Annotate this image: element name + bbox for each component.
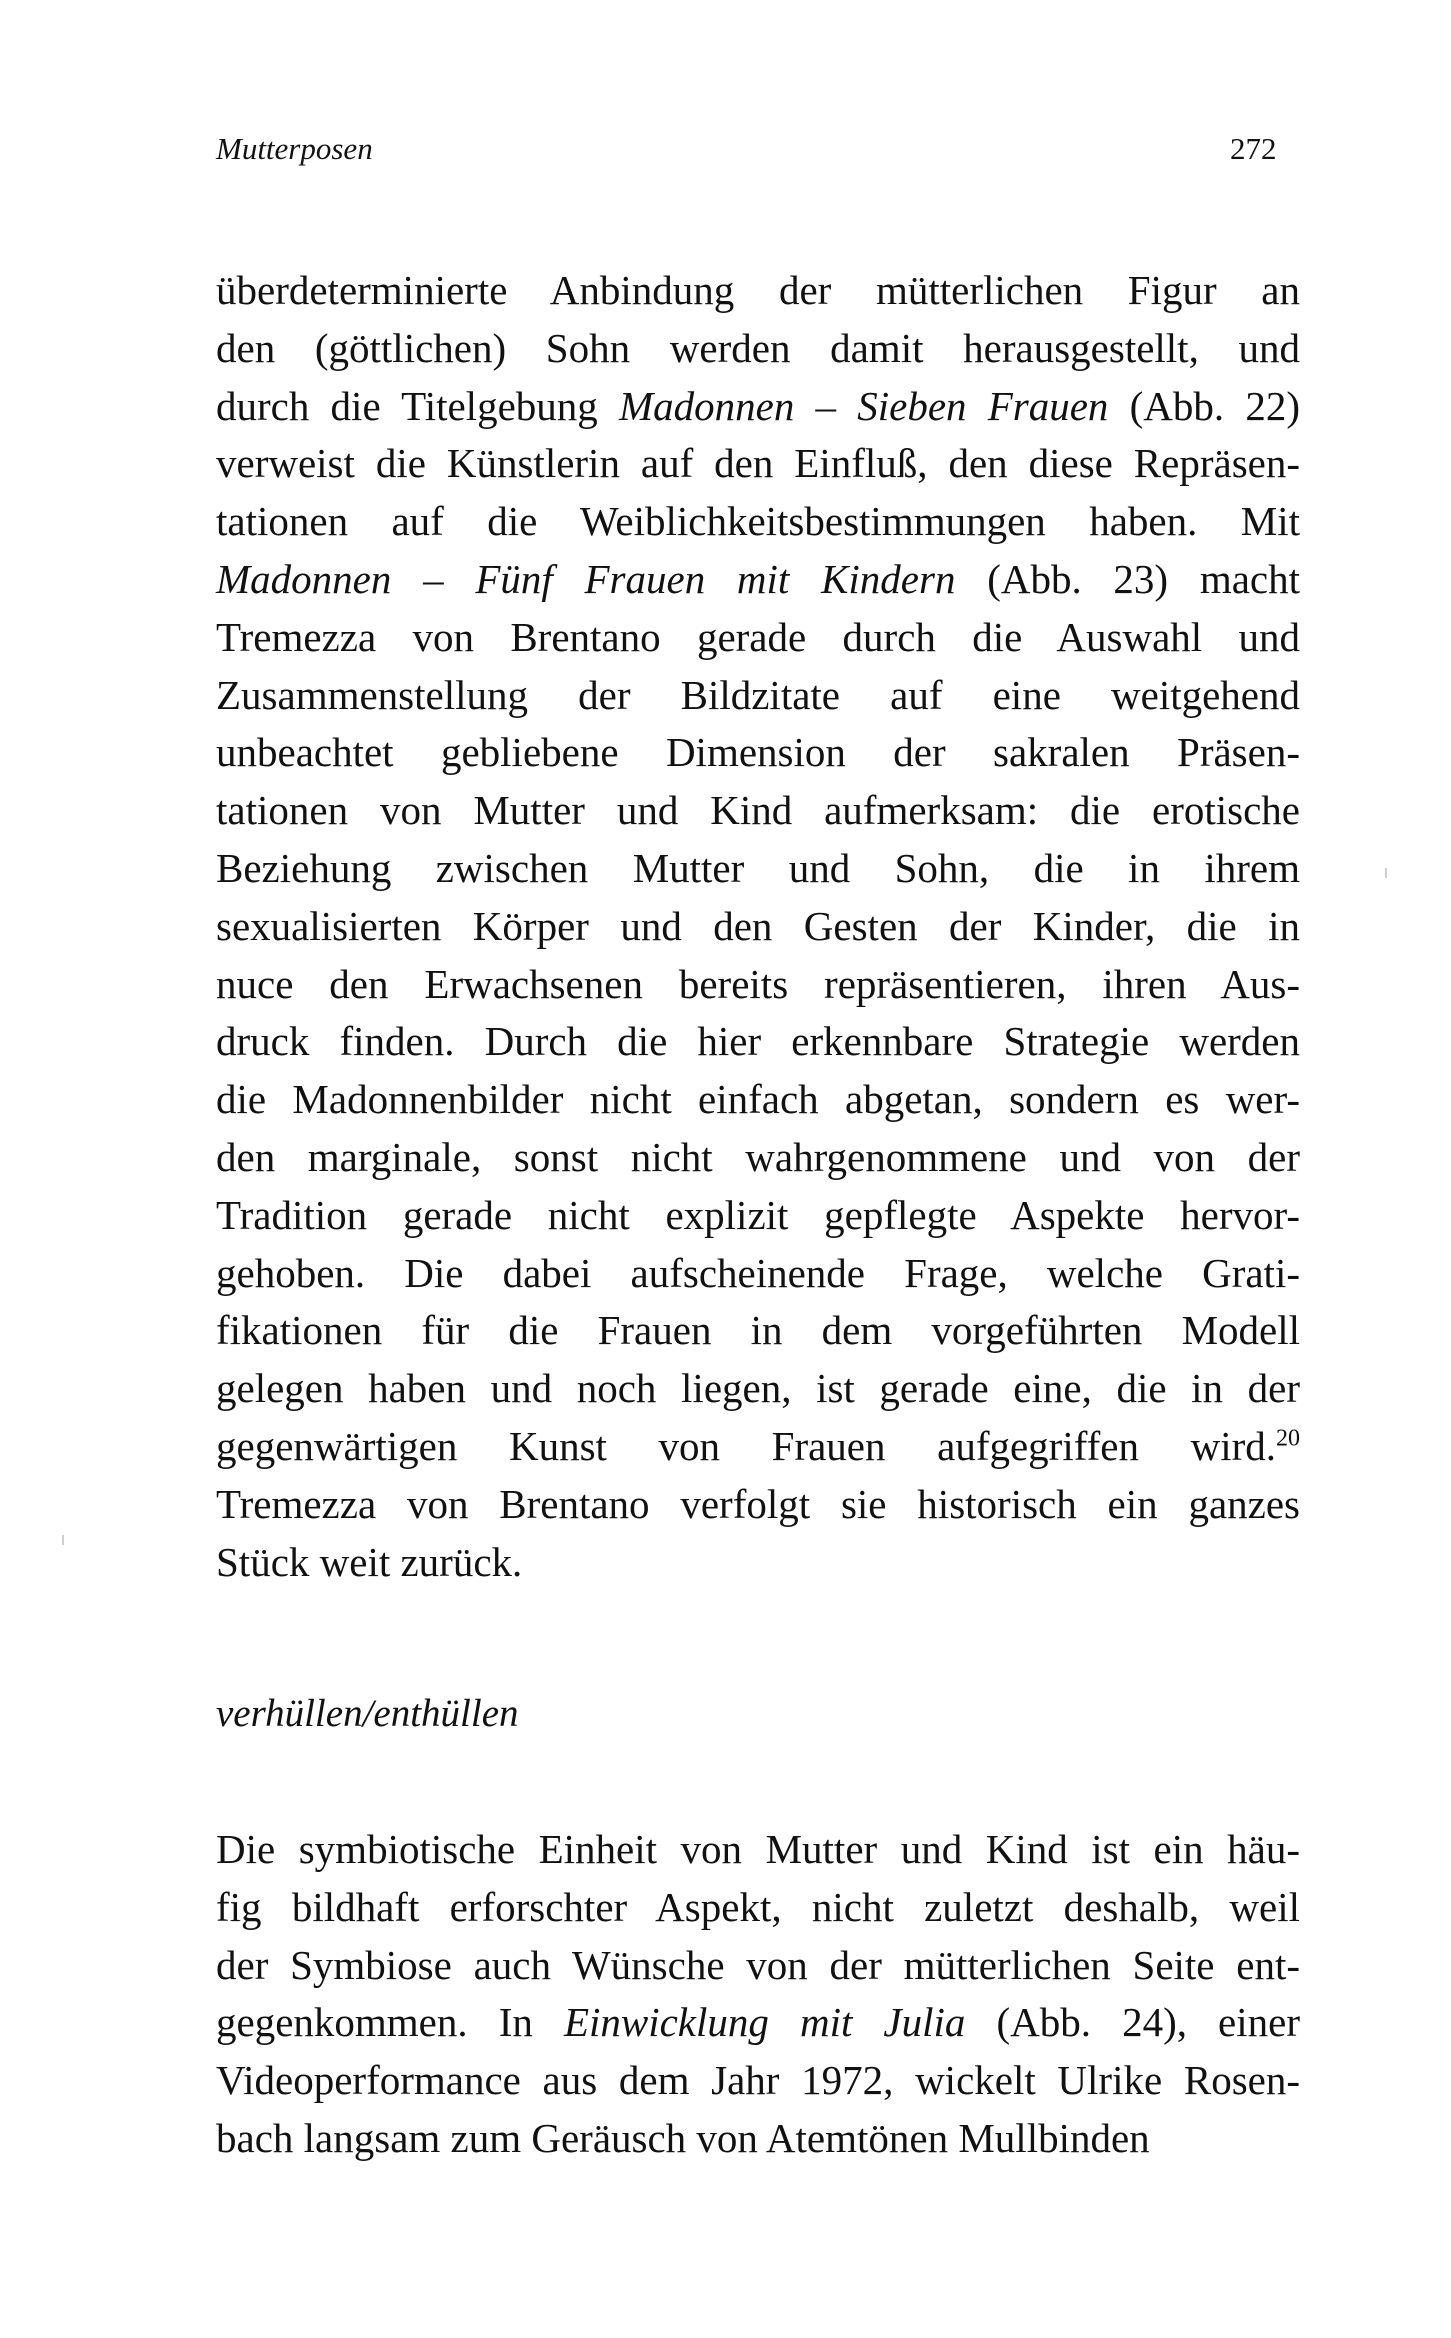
margin-mark [62,1535,64,1545]
text-segment: überdeterminierte Anbindung der mütterlichen Figur an [216,267,1300,313]
text-segment: tationen von Mutter und Kind aufmerksam: die erotische [216,787,1300,834]
text-segment: Tradition gerade nicht explizit gepflegte Aspekte hervor- [216,1191,1300,1238]
text-line [216,1013,1300,1071]
text-line [216,1534,1300,1592]
text-segment: fig bildhaft erforschter Aspekt, nicht zuletzt deshalb, weil [216,1883,1300,1930]
text-segment: Zusammenstellung der Bildzitate auf eine weitgehend [216,671,1300,718]
text-line [216,1187,1300,1245]
text-segment: nuce den Erwachsenen bereits repräsentieren, ihren Aus- [216,960,1300,1007]
text-segment: die Madonnenbilder nicht einfach abgetan, sondern es wer- [216,1076,1300,1123]
section-heading: verhüllen/enthüllen [216,1692,519,1735]
text-line [216,1245,1300,1303]
italic-title: Madonnen – Fünf Frauen mit Kindern [216,555,956,602]
text-line [216,1937,1300,1995]
text-line [216,898,1300,956]
text-line [216,320,1300,378]
italic-title: Einwicklung mit Julia [563,1999,966,2046]
text-segment: Tremezza von Brentano gerade durch die Auswahl und [216,613,1300,660]
text-line [216,551,1300,609]
text-segment: verweist die Künstlerin auf den Einfluß, den diese Repräsen- [216,440,1300,487]
running-title: Mutterposen [216,131,373,166]
text-segment: (Abb. 24), einer [965,1999,1300,2046]
text-segment: gelegen haben und noch liegen, ist gerade eine, die in der [216,1365,1300,1412]
text-segment: den (göttlichen) Sohn werden damit herausgestellt, und [216,324,1300,371]
margin-mark [1385,868,1387,878]
text-line [216,667,1300,725]
text-segment: Stück weit zurück. [216,1538,523,1585]
text-segment: den marginale, sonst nicht wahrgenommene und von der [216,1133,1300,1180]
text-line [216,1994,1300,2052]
text-segment: der Symbiose auch Wünsche von der mütterlichen Seite ent- [216,1941,1300,1988]
text-line [216,1302,1300,1360]
text-line [216,956,1300,1014]
text-line [216,2052,1300,2110]
body-paragraph-1 [216,262,1300,1591]
text-line [216,1418,1300,1476]
text-line [216,493,1300,551]
footnote-reference: 20 [1276,1425,1300,1452]
text-line [216,1129,1300,1187]
text-line [216,782,1300,840]
text-segment: gegenkommen. In [216,1999,564,2046]
text-line [216,724,1300,782]
text-line [216,1476,1300,1534]
text-segment: gehoben. Die dabei aufscheinende Frage, welche Grati- [216,1249,1300,1296]
text-segment: Die symbiotische Einheit von Mutter und Kind ist ein häu- [216,1826,1300,1872]
text-segment: unbeachtet gebliebene Dimension der sakralen Präsen- [216,729,1300,776]
text-segment: tationen auf die Weiblichkeitsbestimmungen haben. Mit [216,498,1300,545]
text-line [216,1360,1300,1418]
text-segment: Tremezza von Brentano verfolgt sie historisch ein ganzes [216,1480,1300,1527]
text-segment: (Abb. 23) macht [955,555,1300,602]
text-line [216,609,1300,667]
italic-title: Madonnen – Sieben Frauen [618,382,1109,429]
text-line [216,378,1300,436]
text-line [216,2110,1300,2168]
text-line [216,1821,1300,1879]
text-line [216,1071,1300,1129]
text-segment: sexualisierten Körper und den Gesten der Kinder, die in [216,902,1300,949]
body-paragraph-2 [216,1821,1300,2168]
text-segment: Beziehung zwischen Mutter und Sohn, die in ihrem [216,844,1300,891]
text-line [216,435,1300,493]
text-segment: (Abb. 22) [1108,382,1301,429]
text-segment: Videoperformance aus dem Jahr 1972, wickelt Ulrike Rosen- [216,2057,1300,2104]
text-segment: gegenwärtigen Kunst von Frauen aufgegriffen wird. [216,1422,1276,1469]
page-number: 272 [1230,131,1277,166]
text-line [216,840,1300,898]
text-segment: druck finden. Durch die hier erkennbare Strategie werden [216,1018,1300,1065]
text-segment: bach langsam zum Geräusch von Atemtönen Mullbinden [216,2114,1150,2161]
text-segment: durch die Titelgebung [216,382,619,429]
text-segment: fikationen für die Frauen in dem vorgeführten Modell [216,1307,1300,1354]
text-line [216,262,1300,320]
text-line [216,1879,1300,1937]
